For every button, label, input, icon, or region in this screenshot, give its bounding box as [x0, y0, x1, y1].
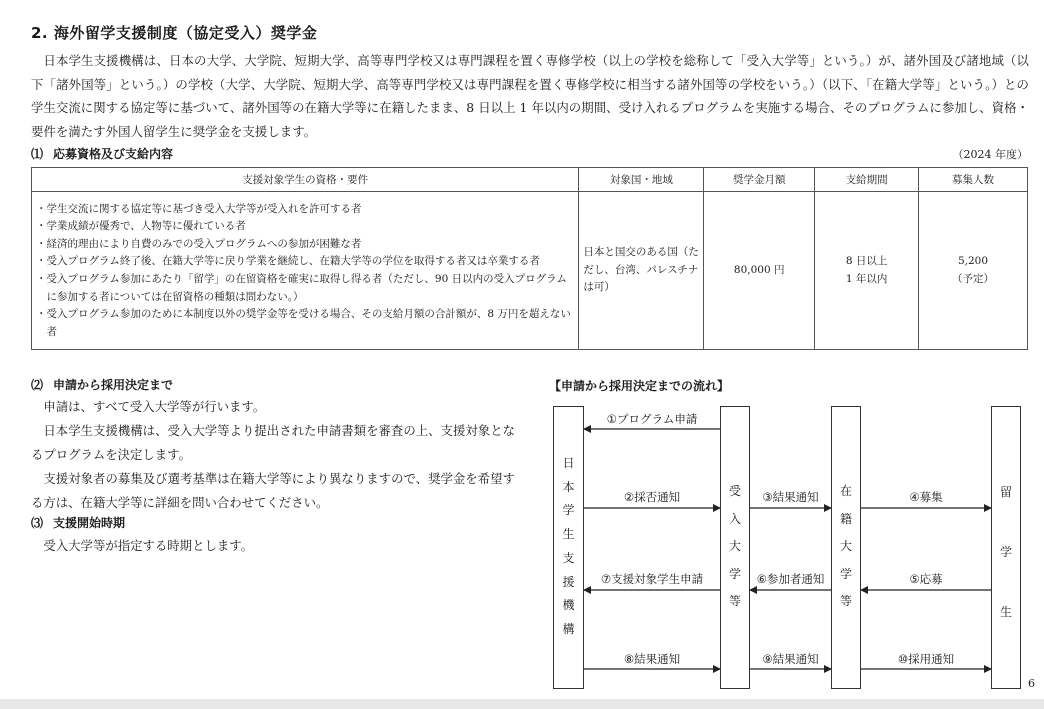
intro-text: 日本学生支援機構は、日本の大学、大学院、短期大学、高等専門学校又は専門課程を置く専修学校（以上の学校を総称して「受入大学等」という。）が、諸外国及び諸地域（以下「諸外国等」という。）の学校（大学、大学院、短期大学、高等専門学校又は専門課程を置く専修学校に相当する諸外国等の学校をいう。）（以下、「在籍大学等」という。）との学生交流に関する協定等に基づいて、諸外国等の在籍大学等に在籍したまま、8 日以上 1 年以内の期間、受け入れるプログラムを実施する場合、そのプログラムに参加し、資格・要件を満たす外国人留学生に奨学金を支援します。	[31, 53, 1029, 139]
header-period: 支給期間	[815, 168, 919, 192]
subsection-1-title: 応募資格及び支給内容	[53, 147, 174, 161]
box-host-char: 入	[728, 511, 741, 526]
box-student-char: 留	[999, 485, 1012, 499]
box-jasso-char: 構	[562, 621, 575, 636]
box-host-university	[720, 406, 750, 689]
box-student-char: 学	[999, 545, 1012, 559]
step-8-label: ⑧結果通知	[623, 652, 681, 666]
subsection-3-heading	[31, 514, 125, 531]
subsection-3-body	[31, 534, 515, 558]
box-jasso-char: 本	[562, 479, 575, 494]
subsection-3-number: ⑶	[31, 516, 44, 530]
table-header-row	[32, 168, 1028, 192]
period-max: 1 年以内	[845, 272, 888, 285]
subsection-2-heading	[31, 376, 173, 393]
footer-bar	[0, 699, 1044, 709]
box-host-char: 受	[728, 484, 741, 498]
quota-cell	[919, 192, 1028, 350]
box-jasso-char: 支	[562, 550, 575, 565]
subsection-1-heading	[31, 145, 173, 162]
requirement-item: ・ 受入プログラム参加にあたり「留学」の在留資格を確実に取得し得る者（ただし、90 日以内の受入プログラムに参加する者については在留資格の種類は問わない。）	[36, 271, 575, 306]
region-cell: 日本と国交のある国（ただし、台湾、パレスチナは可）	[579, 192, 704, 350]
header-amount: 奨学金月額	[704, 168, 815, 192]
fiscal-year-note: （2024 年度）	[952, 148, 1028, 161]
step-6-label: ⑥参加者通知	[756, 572, 825, 586]
box-host-char: 大	[728, 539, 741, 554]
box-jasso	[553, 406, 584, 689]
subsection-3-title: 支援開始時期	[53, 516, 126, 530]
requirement-item: ・ 受入プログラム参加のために本制度以外の奨学金等を受ける場合、その支給月額の合計額が、8 万円を超えない者	[36, 306, 575, 341]
step-7-label: ⑦支援対象学生申請	[600, 572, 704, 586]
box-jasso-char: 援	[562, 574, 575, 589]
step-5-label: ⑤応募	[909, 572, 943, 586]
subsection-2-number: ⑵	[31, 378, 44, 392]
quota-value: 5,200	[957, 254, 989, 267]
page-number: 6	[1028, 677, 1035, 690]
header-quota: 募集人数	[919, 168, 1028, 192]
flow-title: 【申請から採用決定までの流れ】	[549, 379, 730, 393]
box-student-char: 生	[999, 605, 1012, 619]
section-title: 2. 海外留学支援制度（協定受入）奨学金	[31, 24, 318, 42]
requirements-cell	[32, 192, 579, 350]
requirement-item: ・ 受入プログラム終了後、在籍大学等に戻り学業を継続し、在籍大学等の学位を取得する者又は卒業する者	[36, 253, 575, 271]
eligibility-table	[31, 167, 1028, 350]
amount-cell: 80,000 円	[704, 192, 815, 350]
table-row	[32, 192, 1028, 350]
box-home-char: 籍	[839, 511, 852, 526]
box-student	[991, 406, 1021, 689]
requirement-item: ・ 学業成績が優秀で、人物等に優れている者	[36, 218, 575, 236]
intro-paragraph	[31, 49, 1029, 143]
box-jasso-char: 機	[562, 598, 575, 613]
subsection-2-paragraph: 日本学生支援機構は、受入大学等より提出された申請書類を審査の上、支援対象となるプログラムを決定します。	[31, 423, 515, 462]
requirements-list	[36, 201, 575, 342]
subsection-2-body	[31, 395, 515, 515]
step-3-label: ③結果通知	[762, 490, 819, 504]
box-host-char: 学	[728, 566, 741, 581]
box-home-char: 在	[839, 484, 852, 498]
header-requirements: 支援対象学生の資格・要件	[32, 168, 579, 192]
period-min: 8 日以上	[845, 254, 888, 267]
step-2-label: ②採否通知	[623, 490, 681, 504]
box-home-university	[831, 406, 861, 689]
subsection-2-paragraph: 申請は、すべて受入大学等が行います。	[43, 399, 266, 414]
step-1-label: ①プログラム申請	[606, 412, 698, 426]
subsection-2-paragraph: 支援対象者の募集及び選考基準は在籍大学等により異なりますので、奨学金を希望する方は、在籍大学等に詳細を問い合わせてください。	[31, 471, 515, 510]
box-jasso-char: 生	[562, 527, 575, 542]
subsection-2-title: 申請から採用決定まで	[53, 378, 174, 392]
box-host-char: 等	[728, 594, 741, 609]
header-region: 対象国・地域	[579, 168, 704, 192]
step-9-label: ⑨結果通知	[762, 652, 819, 666]
box-home-char: 学	[839, 566, 852, 581]
quota-note: （予定）	[952, 272, 995, 285]
period-cell	[815, 192, 919, 350]
requirement-item: ・ 学生交流に関する協定等に基づき受入大学等が受入れを許可する者	[36, 201, 575, 219]
subsection-3-text: 受入大学等が指定する時期とします。	[43, 538, 254, 553]
requirement-item: ・ 経済的理由により自費のみでの受入プログラムへの参加が困難な者	[36, 236, 575, 254]
step-4-label: ④募集	[909, 490, 943, 504]
step-10-label: ⑩採用通知	[897, 652, 955, 666]
box-home-char: 等	[839, 594, 852, 609]
box-home-char: 大	[839, 539, 852, 554]
subsection-1-number: ⑴	[31, 147, 44, 161]
box-jasso-char: 日	[562, 456, 575, 470]
box-jasso-char: 学	[562, 503, 575, 518]
